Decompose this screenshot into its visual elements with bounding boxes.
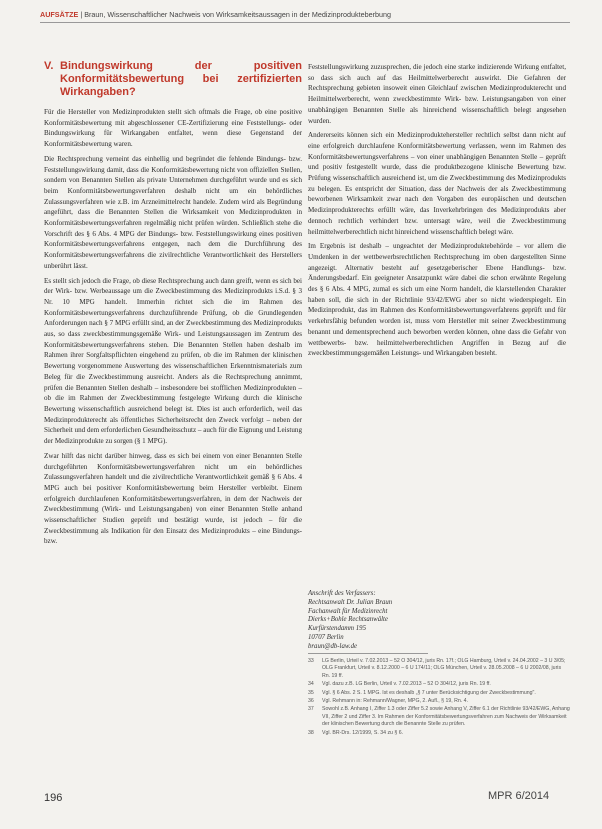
footnote-text: Vgl. dazu z.B. LG Berlin, Urteil v. 7.02.2013 – 52 O 304/12, juris Rn. 19 ff. xyxy=(322,681,491,688)
header-text: | Braun, Wissenschaftlicher Nachweis von Wirksamkeitsaussagen in der Medizinprodukteberbung xyxy=(80,10,392,19)
footnote-number: 33 xyxy=(308,658,314,664)
running-header xyxy=(40,10,570,23)
footnote-separator xyxy=(308,653,428,654)
footnote xyxy=(308,681,570,688)
footnote xyxy=(308,698,570,705)
footnote-number: 37 xyxy=(308,706,314,713)
address-email[interactable]: braun@db-law.de xyxy=(308,642,357,650)
footnote-text: Vgl. Rehmann in: Rehmann/Wagner, MPG, 2. Aufl., § 19, Rn. 4. xyxy=(322,698,468,705)
footnote-number: 34 xyxy=(308,681,314,688)
footnote-text: Sowohl z.B. Anhang I, Ziffer 1.3 oder Ziffer 5.2 sowie Anhang V, Ziffer 6.1 der Richtlinie 93/42/EWG, Anhang VII, Ziffer 2 und Ziffer 3. Im Rahmen der Konformitätsbewertungsverfahren zum Nachweis der Wirksamkeit der klinischen Bewertung durch die Benannte Stelle zu prüfen. xyxy=(322,706,570,728)
header-section: AUFSÄTZE xyxy=(40,10,79,19)
left-column xyxy=(44,60,302,551)
address-line: Anschrift des Verfassers: xyxy=(308,590,376,597)
footnote-number: 35 xyxy=(308,689,314,696)
footnote-text: Vgl. BR-Drs. 12/1999, S. 34 zu § 6. xyxy=(322,729,404,736)
paragraph: Andererseits können sich ein Medizinproduktehersteller rechtlich selbst dann nicht auf eine erfolgreich durchlaufene Konformitätsbewertung verlassen, wenn im Rahmen des Konformitätsbewertungsverfahrens – von einer unabhängigen Benannten Stelle – geprüft und positiv festgestellt wurde, dass die produktbezogene klinische Bewertung bzw. Prüfung wissenschaftlich ausreichend ist, um die Zweckbestimmung des Medizinprodukts zu belegen. Es entspricht der Situation, dass der Nachweis der als Zweckbestimmung beworbenen Wirksamkeit zwar nach den Vorgaben des europäischen und deutschen Medizinprodukterechts erfüllt wäre, das Inverkehrbringen des Medizinprodukts aber dennoch rechtlich verhindert bzw. untersagt wäre, weil die Zweckbestimmung heilmittelwerberechtlich nicht hinreichend wissenschaftlich belegt wäre. xyxy=(308,131,566,236)
right-column xyxy=(308,62,566,363)
address-line: Kurfürstendamm 195 xyxy=(308,625,366,633)
footnote xyxy=(308,730,570,737)
paragraph: Es stellt sich jedoch die Frage, ob diese Rechtsprechung auch dann greift, wenn es sich bei der Wirk- bzw. Werbeaussage um die Zweckbestimmung des Medizinprodukts i.S.d. § 3 Nr. 10 MPG handelt. Immerhin richtet sich die im Rahmen des Konformitätsbewertungsverfahrens durchzuführende Prüfung, ob die Grundlegenden Anforderungen nach § 7 MPG erfüllt sind, an der Zweckbestimmung des Medizinprodukts aus, so dass zweckbestimmungsgemäße Wirk- und Leistungsaussagen im Zentrum des Konformitätsbewertungsverfahrens stehen. Die Benannten Stellen haben deshalb im Rahmen ihrer Sorgfaltspflichten eingehend zu prüfen, ob die im Rahmen der klinischen Bewertung vorgenommene Auswertung des wissenschaftlichen Erkenntnismaterials zum Beleg für die Zweckbestimmung ausreicht. Anders als die Rechtsprechung annimmt, prüfen die Benannten Stellen deshalb – insbesondere bei stofflichen Medizinprodukten – ob die im Rahmen der Zweckbestimmung festgelegte Wirkung durch die klinische Bewertung wissenschaftlich ausreichend belegt ist. Dies ist auch erforderlich, weil das Medizinprodukterecht als öffentliches Sicherheitsrecht den Zweck verfolgt – neben der Sicherheit und dem erforderlichen Gesundheitsschutz – auch für die Eignung und Leistung der Medizinprodukte zu sorgen (§ 1 MPG). xyxy=(44,276,302,446)
footnote-text: LG Berlin, Urteil v. 7.02.2013 – 52 O 304/12, juris Rn. 17f.; OLG Hamburg, Urteil v. 24.04.2002 – 3 U 3/05; OLG Frankfurt, Urteil v. 8.12.2000 – 6 U 174/11; OLG München, Urteil v. 28.05.2008 – 6 U 2002/08, juris Rn. 19 ff. xyxy=(322,658,566,679)
address-line: 10707 Berlin xyxy=(308,633,344,641)
page-number: 196 xyxy=(44,792,63,804)
section-number: V. xyxy=(44,60,54,72)
paragraph: Im Ergebnis ist deshalb – ungeachtet der Medizinproduktebehörde – vor allem die Umdenken in der wettbewerbsrechtlichen Rechtsprechung im oben dargestellten Sinne angezeigt. Alternativ besteht auf gesetzgeberischer Ebene Handlungs- bzw. Änderungsbedarf. Ein geeigneter Ansatzpunkt wäre dabei die schon erwähnte Regelung des § 6 Abs. 4 MPG, zumal es sich um eine Norm handelt, die klarstellenden Charakter haben soll, die sich in der Richtlinie 93/42/EWG aber so nicht wiederspiegelt. Ein Medizinprodukt, das im Rahmen des Konformitätsbewertungsverfahrens geprüft und für verkehrsfähig befunden worden ist, muss vom Hersteller mit seiner Zweckbestimmung benannt und dementsprechend auch beworben werden können, ohne dass die Gefahr von wettbewerbs- bzw. heilmittelwerberechtlichen Angriffen in Bezug auf die zweckbestimmungsgemäßen Leistungs- und Wirkangaben besteht. xyxy=(308,242,566,358)
footnote-number: 36 xyxy=(308,698,314,705)
footnote xyxy=(308,658,570,680)
footnote xyxy=(308,706,570,728)
footnote xyxy=(308,690,570,697)
paragraph: Die Rechtsprechung verneint das einhellig und begründet die fehlende Bindungs- bzw. Feststellungswirkung damit, dass die Konformitätsbewertung nicht von offiziellen Stellen, sondern von Benannten Stellen als private Unternehmen durchgeführt wurde und es sich beim Konformitätsbewertungsverfahren deshalb nicht um ein behördliches Zulassungsverfahren wie z.B. im Arzneimittelrecht handele. Zudem wird als Begründung angeführt, dass die Benannten Stellen die Wirksamkeit von Medizinprodukten in Konformitätsbewertungsverfahren regelmäßig nicht prüfen würden. Schließlich stehe die Vorschrift des § 6 Abs. 4 MPG der Bindungs- bzw. Feststellungswirkung eines positiven Konformitätsbewertungsverfahrens entgegen, nach dem die Durchführung des Konformitätsbewertungsverfahrens die zivilrechtliche Verantwortlichkeit des Herstellers unberührt lässt. xyxy=(44,154,302,270)
footnote-number: 38 xyxy=(308,729,314,736)
author-address xyxy=(308,590,508,652)
address-line: Dierks+Bohle Rechtsanwälte xyxy=(308,616,388,624)
address-line: Rechtsanwalt Dr. Julian Braun xyxy=(308,598,393,606)
paragraph: Zwar hilft das nicht darüber hinweg, dass es sich bei einem von einer Benannten Stelle durchgeführten Konformitätsbewertungsverfahren nicht um ein behördliches Zulassungsverfahren handelt und die zivilrechtliche Verantwortlichkeit gemäß § 6 Abs. 4 MPG auch bei positiver Konformitätsbewertung beim Hersteller verbleibt. Einem erfolgreich durchlaufenen Konformitätsbewertungsverfahren, in dem der Nachweis der Zweckbestimmung (Wirk- und Leistungsangaben) von einer Benannten Stelle anhand wissenschaftlicher Studien geprüft und bestätigt wurde, ist jedoch – für die Zweckbestimmung als Indikation für den Einsatz des Medizinprodukts – eine Bindungs- bzw. xyxy=(44,451,302,546)
section-title: Bindungswirkung der positiven Konformitätsbewertung bei zertifizierten Wirkangaben? xyxy=(60,60,302,98)
paragraph: Feststellungswirkung zuzusprechen, die jedoch eine starke indizierende Wirkung entfaltet, so dass sich auch auf das Heilmittelwerberecht auswirkt. Die Gefahren der Rechtsprechung gebieten insoweit einen Gleichlauf zwischen Medizinprodukterecht und Heilmittelwerberecht, wenn zweckbestimmte Wirk- bzw. Leistungsangaben von einer unabhängigen Benannten Stelle als hinreichend wissenschaftlich belegt angesehen wurden. xyxy=(308,63,566,125)
footnote-text: Vgl. § 6 Abs. 2 S. 1 MPG. Ist es deshalb „§ 7 unter Berücksichtigung der Zweckbestimmung". xyxy=(322,689,536,696)
journal-reference: MPR 6/2014 xyxy=(488,790,550,802)
address-line: Fachanwalt für Medizinrecht xyxy=(308,607,388,615)
paragraph: Für die Hersteller von Medizinprodukten stellt sich oftmals die Frage, ob eine positive Konformitätsbewertung mit abgeschlossener CE-Zertifizierung eine Feststellungs- oder Bindungswirkung für Wirkangaben entfaltet, wenn diese Gegenstand der Konformitätsbewertung waren. xyxy=(44,108,302,149)
section-heading xyxy=(44,60,302,99)
footnotes xyxy=(308,658,570,738)
